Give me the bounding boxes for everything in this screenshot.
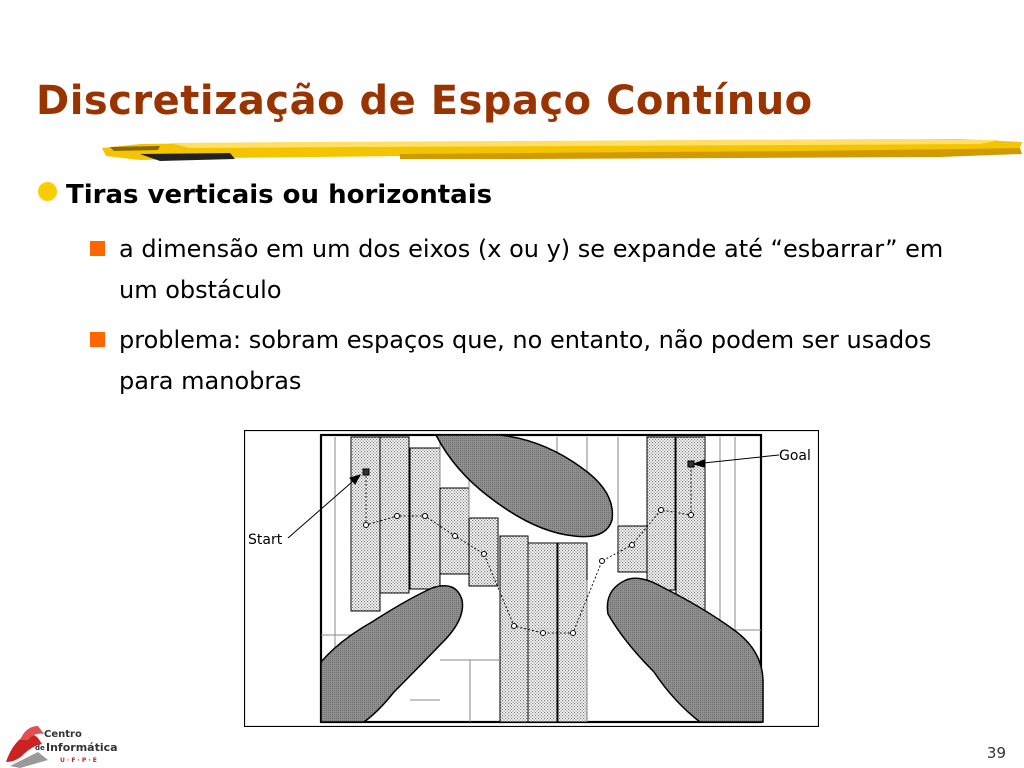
circle-bullet-icon <box>38 182 57 201</box>
logo-line-3: U · F · P · E <box>60 757 97 764</box>
square-bullet-icon <box>90 332 105 347</box>
slide-title: Discretização de Espaço Contínuo <box>36 78 813 124</box>
square-bullet-icon <box>90 241 105 256</box>
subbullet-1-text: a dimensão em um dos eixos (x ou y) se expande até “esbarrar” em um obstáculo <box>119 235 944 304</box>
centro-informatica-logo <box>4 722 124 768</box>
vertical-strips-figure <box>244 430 819 727</box>
subbullet-1 <box>90 229 980 311</box>
logo-line-2-prefix: de <box>35 744 45 752</box>
logo-line-2: Informática <box>46 741 118 754</box>
logo-line-1: Centro <box>44 729 82 740</box>
subbullet-2 <box>90 320 980 402</box>
goal-label: Goal <box>779 448 811 464</box>
bullet-level1 <box>38 180 492 210</box>
page-number: 39 <box>986 744 1006 762</box>
title-underline-brush <box>100 134 1024 168</box>
start-label: Start <box>248 532 283 548</box>
subbullet-2-text: problema: sobram espaços que, no entanto, não podem ser usados para manobras <box>119 326 932 395</box>
bullet-level1-text: Tiras verticais ou horizontais <box>66 180 493 210</box>
